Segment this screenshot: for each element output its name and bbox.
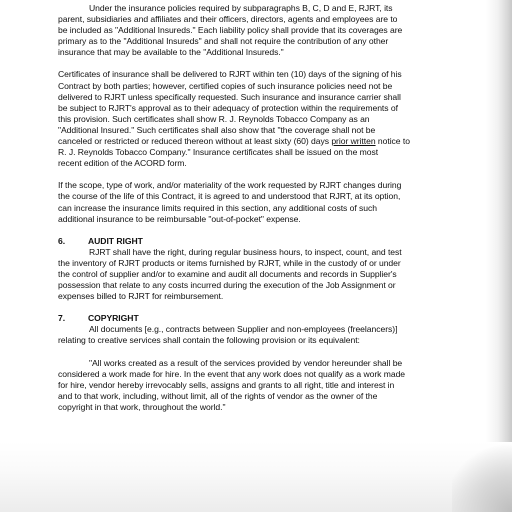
text-line: recent edition of the ACORD form. xyxy=(58,158,187,169)
scan-corner-shadow xyxy=(452,442,512,512)
text-line: additional insurance to be reimbursable "out-of-pocket" expense. xyxy=(58,213,301,224)
text-line: this provision. Such certificates shall show R. J. Reynolds Tobacco Company as an xyxy=(58,113,370,124)
text-line: and to that work, including, without limit, all of the rights of vendor as the owner of the xyxy=(58,390,378,401)
section-number: 6. xyxy=(58,235,66,246)
text-line: the course of the life of this Contract, it is agreed to and understood that RJRT, at its option, xyxy=(58,191,401,202)
underlined-phrase: prior written xyxy=(331,136,376,147)
section-title: AUDIT RIGHT xyxy=(88,235,143,246)
section-heading xyxy=(58,313,470,324)
paragraph-scope-changes xyxy=(58,180,470,224)
document-body xyxy=(58,3,470,424)
text-line: "Additional Insured." Such certificates shall also show that "the coverage shall not be xyxy=(58,124,376,135)
text-line: parent, subsidiaries and affiliates and their officers, directors, agents and employees are to xyxy=(58,14,398,25)
text-line: Under the insurance policies required by subparagraphs B, C, D and E, RJRT, its xyxy=(89,3,393,13)
section-copyright xyxy=(58,313,470,346)
text-line: can increase the insurance limits required in this section, any additional costs of such xyxy=(58,202,377,213)
copyright-provision-quote xyxy=(58,358,470,413)
text-line: "All works created as a result of the services provided by vendor hereunder shall be xyxy=(89,357,403,368)
text-line: be included as "Additional Insureds." Each liability policy shall provide that its coverages are xyxy=(58,25,403,36)
text-line: All documents [e.g., contracts between Supplier and non-employees (freelancers)] xyxy=(89,324,398,335)
text-line: Contract by both parties; however, certified copies of such insurance policies need not be xyxy=(58,80,393,91)
scan-edge-shadow xyxy=(486,0,512,512)
paragraph-additional-insureds xyxy=(58,3,470,58)
text-line: insurance that may be available to the "Additional Insureds." xyxy=(58,47,284,58)
text-line: expenses billed to RJRT for reimbursement. xyxy=(58,291,224,302)
text-line: relating to creative services shall contain the following provision or its equivalent: xyxy=(58,335,360,346)
text-line: Certificates of insurance shall be delivered to RJRT within ten (10) days of the signing of his xyxy=(58,69,402,80)
text-line: the control of supplier and/or to examine and audit all documents and records in Supplier's xyxy=(58,268,397,279)
text-line: considered a work made for hire. In the event that any work does not qualify as a work made xyxy=(58,368,406,379)
text-line: R. J. Reynolds Tobacco Company." Insurance certificates shall be issued on the most xyxy=(58,147,379,158)
text-line: If the scope, type of work, and/or materiality of the work requested by RJRT changes during xyxy=(58,180,402,191)
text-line: be subject to RJRT's approval as to their adequacy of protection within the requirements of xyxy=(58,102,398,113)
text-line: for hire, vendor hereby irrevocably sells, assigns and grants to all right, title and interest in xyxy=(58,379,395,390)
text-line: possession that relate to any costs incurred during the execution of the Job Assignment or xyxy=(58,280,396,291)
section-audit-right xyxy=(58,236,470,303)
scan-bottom-shadow xyxy=(0,442,512,512)
text-line xyxy=(58,136,470,147)
text-segment: canceled or restricted or reduced thereon without at least sixty (60) days xyxy=(58,136,329,147)
text-line: RJRT shall have the right, during regular business hours, to inspect, count, and test xyxy=(89,246,402,257)
text-segment: notice to xyxy=(377,136,410,147)
text-line: delivered to RJRT unless specifically requested. Such insurance and insurance carrier shall xyxy=(58,91,401,102)
text-line: primary as to the "Additional Insureds" and shall not require the contribution of any other xyxy=(58,36,389,47)
text-line: copyright in that work, throughout the world." xyxy=(58,401,226,412)
section-number: 7. xyxy=(58,313,66,324)
section-heading xyxy=(58,236,470,247)
section-title: COPYRIGHT xyxy=(88,313,139,324)
text-line: the inventory of RJRT products or items furnished by RJRT, while in the custody of or under xyxy=(58,257,401,268)
paragraph-certificates xyxy=(58,69,470,169)
